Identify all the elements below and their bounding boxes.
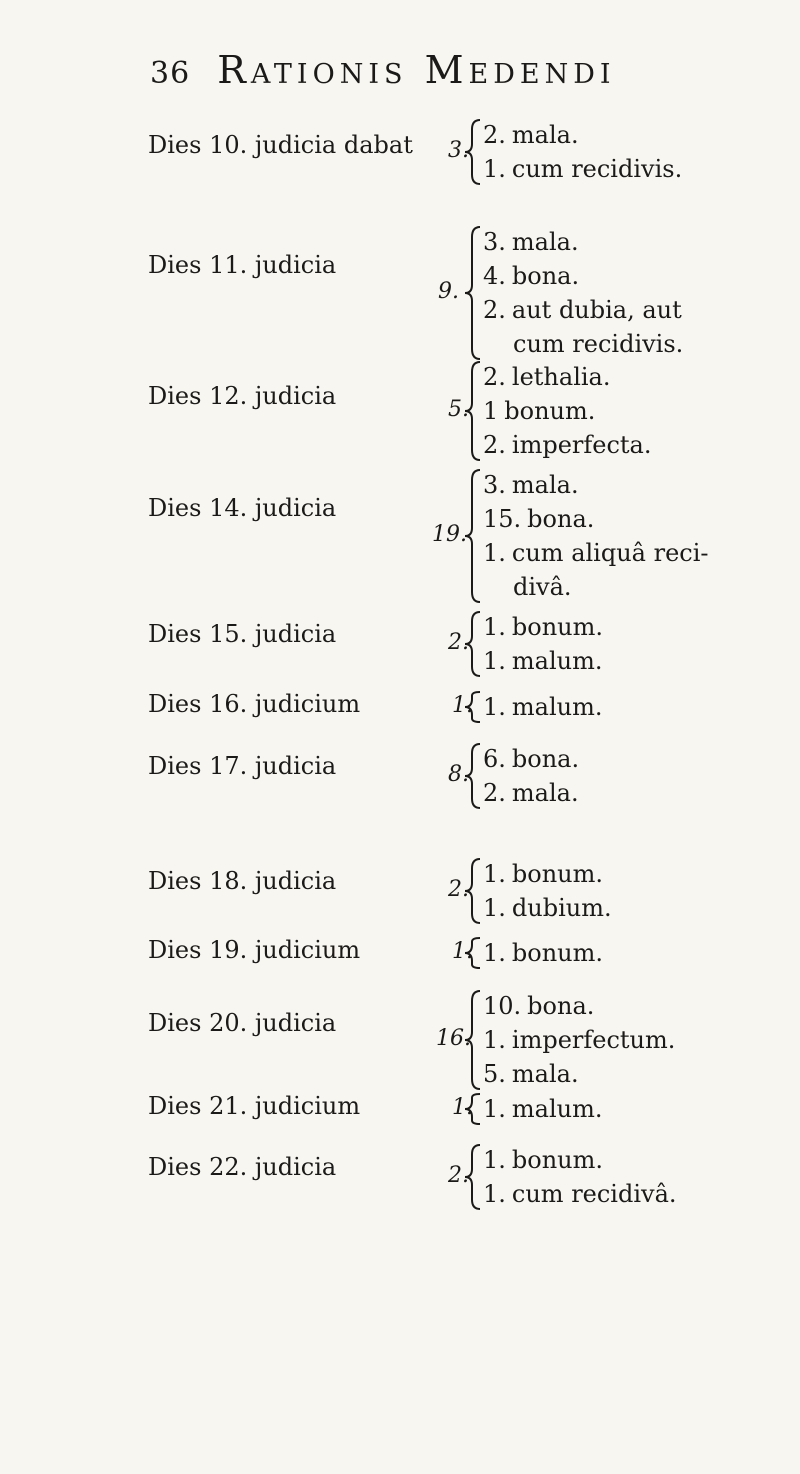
curly-brace-icon: [462, 118, 484, 186]
outcome-count: 1.: [483, 647, 506, 675]
outcome-count: 1.: [483, 894, 506, 922]
outcome-count: 1.: [483, 1095, 506, 1123]
outcome-count: 2.: [483, 431, 506, 459]
brace: [462, 225, 484, 365]
day-label: Dies 16. judicium: [148, 690, 361, 718]
outcome-list: [483, 742, 579, 810]
judicium-entry: [0, 1092, 800, 1126]
outcome-count: 1: [483, 397, 499, 425]
curly-brace-icon: [462, 360, 484, 462]
outcome-text: mala.: [511, 121, 579, 149]
outcome-item: [483, 1143, 677, 1177]
outcome-text: mala.: [511, 779, 579, 807]
page-header: [150, 48, 616, 92]
judicium-entry: [0, 610, 800, 678]
brace: [462, 610, 484, 682]
outcome-item: [483, 118, 682, 152]
outcome-text: mala.: [511, 471, 579, 499]
outcome-item: [483, 293, 683, 327]
brace: [462, 118, 484, 190]
outcome-item: [483, 394, 652, 428]
curly-brace-icon: [462, 742, 484, 810]
judicia-total: 1.: [452, 693, 473, 718]
outcome-count: 5.: [483, 1060, 506, 1088]
outcome-text: cum recidivâ.: [511, 1180, 677, 1208]
outcome-item: [483, 857, 612, 891]
outcome-text: bona.: [511, 745, 580, 773]
day-label: Dies 22. judicia: [148, 1153, 337, 1181]
judicium-entry: [0, 936, 800, 970]
outcome-text: divâ.: [513, 573, 572, 601]
brace: [462, 360, 484, 466]
brace: [462, 468, 484, 608]
outcome-item: [483, 225, 683, 259]
outcome-count: 3.: [483, 471, 506, 499]
outcome-count: 1.: [483, 1146, 506, 1174]
judicium-entry: [0, 989, 800, 1091]
outcome-text: aut dubia, aut: [511, 296, 682, 324]
curly-brace-icon: [462, 989, 484, 1091]
outcome-text: bonum.: [504, 397, 596, 425]
brace: [462, 742, 484, 814]
outcome-list: [483, 468, 709, 604]
outcome-list: [483, 118, 682, 186]
outcome-text: cum aliquâ reci-: [511, 539, 709, 567]
outcome-item: [483, 610, 603, 644]
day-label: Dies 14. judicia: [148, 494, 337, 522]
outcome-count: 1.: [483, 155, 506, 183]
outcome-item: [483, 989, 675, 1023]
judicium-entry: [0, 690, 800, 724]
outcome-count: 2.: [483, 296, 506, 324]
day-label: Dies 17. judicia: [148, 752, 337, 780]
outcome-text: bonum.: [511, 860, 604, 888]
outcome-item: [483, 690, 603, 724]
outcome-item: [483, 936, 603, 970]
judicium-entry: [0, 360, 800, 462]
outcome-item: [483, 468, 709, 502]
outcome-count: 2.: [483, 779, 506, 807]
outcome-list: [483, 1092, 603, 1126]
outcome-text: imperfecta.: [511, 431, 652, 459]
brace: [462, 1143, 484, 1215]
outcome-text: lethalia.: [511, 363, 611, 391]
judicia-total: 2.: [448, 877, 469, 902]
brace: [462, 857, 484, 929]
brace: [462, 989, 484, 1095]
outcome-list: [483, 610, 603, 678]
outcome-count: 2.: [483, 121, 506, 149]
outcome-list: [483, 857, 612, 925]
outcome-text: cum recidivis.: [513, 330, 684, 358]
outcome-item: [483, 360, 652, 394]
outcome-count: 6.: [483, 745, 506, 773]
running-title: Rationis Medendi: [217, 48, 616, 92]
outcome-text: bonum.: [511, 613, 604, 641]
outcome-list: [483, 936, 603, 970]
outcome-count: 3.: [483, 228, 506, 256]
judicium-entry: [0, 225, 800, 361]
outcome-item: [483, 1092, 603, 1126]
day-label: Dies 11. judicia: [148, 251, 337, 279]
judicium-entry: [0, 857, 800, 925]
outcome-count: 1.: [483, 539, 506, 567]
outcome-item: [483, 259, 683, 293]
outcome-item: [483, 742, 579, 776]
outcome-text: malum.: [511, 1095, 603, 1123]
brace: [462, 1092, 484, 1130]
outcome-item: [483, 502, 709, 536]
outcome-text: bona.: [511, 262, 580, 290]
outcome-text: bona.: [527, 505, 595, 533]
outcome-text: bonum.: [511, 939, 604, 967]
judicium-entry: [0, 742, 800, 810]
outcome-count: 1.: [483, 1026, 506, 1054]
day-label: Dies 18. judicia: [148, 867, 337, 895]
day-label: Dies 15. judicia: [148, 620, 337, 648]
day-label: Dies 20. judicia: [148, 1009, 337, 1037]
day-label: Dies 12. judicia: [148, 382, 337, 410]
judicium-entry: [0, 1143, 800, 1211]
outcome-count: 15.: [483, 505, 522, 533]
judicia-total: 2.: [448, 1163, 469, 1188]
outcome-count: 1.: [483, 693, 506, 721]
curly-brace-icon: [462, 225, 484, 361]
outcome-list: [483, 1143, 677, 1211]
outcome-text: mala.: [511, 228, 579, 256]
outcome-item: [483, 570, 709, 604]
curly-brace-icon: [462, 610, 484, 678]
outcome-text: bonum.: [511, 1146, 604, 1174]
day-label: Dies 19. judicium: [148, 936, 361, 964]
curly-brace-icon: [462, 857, 484, 925]
outcome-text: cum recidivis.: [511, 155, 683, 183]
outcome-item: [483, 428, 652, 462]
judicia-total: 8.: [448, 762, 469, 787]
outcome-count: 1.: [483, 1180, 506, 1208]
curly-brace-icon: [462, 690, 484, 724]
outcome-item: [483, 1057, 675, 1091]
judicia-total: 2.: [448, 630, 469, 655]
day-label: Dies 21. judicium: [148, 1092, 361, 1120]
outcome-item: [483, 152, 682, 186]
outcome-text: bona.: [527, 992, 595, 1020]
curly-brace-icon: [462, 468, 484, 604]
outcome-item: [483, 644, 603, 678]
judicium-entry: [0, 118, 800, 186]
outcome-list: [483, 989, 675, 1091]
judicia-total: 1.: [452, 939, 473, 964]
outcome-count: 1.: [483, 939, 506, 967]
brace: [462, 690, 484, 728]
outcome-item: [483, 776, 579, 810]
curly-brace-icon: [462, 936, 484, 970]
outcome-list: [483, 225, 683, 361]
judicia-total: 19.: [432, 522, 467, 547]
outcome-text: malum.: [511, 693, 603, 721]
judicium-entry: [0, 468, 800, 604]
outcome-text: dubium.: [511, 894, 612, 922]
judicia-total: 1.: [452, 1095, 473, 1120]
judicia-total: 16.: [436, 1026, 471, 1051]
outcome-item: [483, 536, 709, 570]
outcome-item: [483, 327, 683, 361]
outcome-count: 4.: [483, 262, 506, 290]
day-label: Dies 10. judicia dabat: [148, 131, 413, 159]
outcome-count: 2.: [483, 363, 506, 391]
outcome-count: 1.: [483, 860, 506, 888]
outcome-item: [483, 891, 612, 925]
outcome-list: [483, 360, 652, 462]
judicia-total: 5.: [448, 397, 469, 422]
outcome-item: [483, 1177, 677, 1211]
brace: [462, 936, 484, 974]
curly-brace-icon: [462, 1092, 484, 1126]
outcome-list: [483, 690, 603, 724]
outcome-count: 10.: [483, 992, 522, 1020]
judicia-total: 9.: [438, 279, 459, 304]
judicia-total: 3.: [448, 138, 469, 163]
curly-brace-icon: [462, 1143, 484, 1211]
page-number: 36: [150, 56, 191, 91]
outcome-text: mala.: [511, 1060, 579, 1088]
outcome-text: imperfectum.: [511, 1026, 676, 1054]
outcome-item: [483, 1023, 675, 1057]
outcome-count: 1.: [483, 613, 506, 641]
outcome-text: malum.: [511, 647, 603, 675]
